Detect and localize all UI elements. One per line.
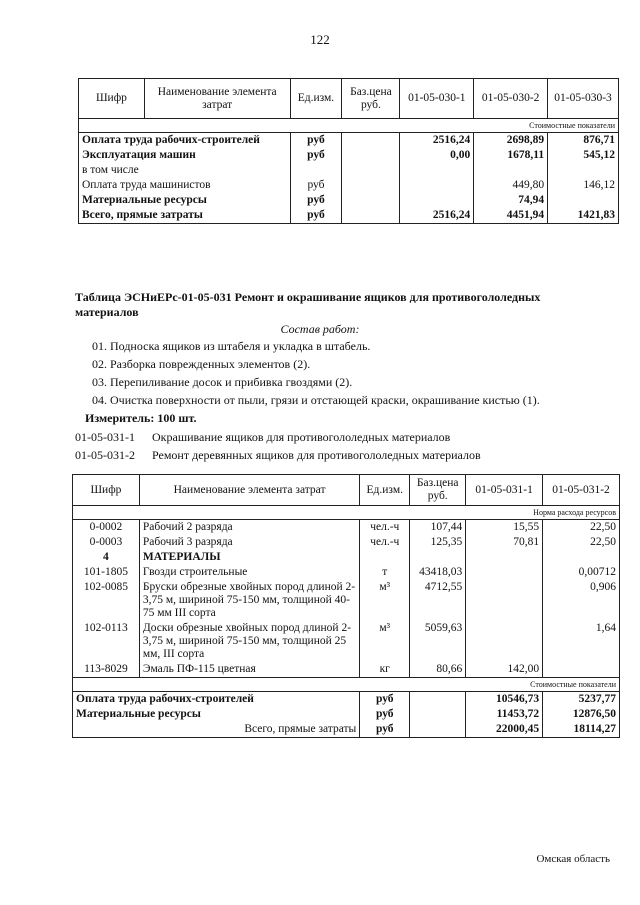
header-code: Шифр [73, 475, 140, 506]
resource-table-031 [72, 474, 620, 738]
table-row: Материальные ресурсы руб 74,94 [79, 193, 619, 208]
norm-text: Окрашивание ящиков для противогололедных материалов [152, 430, 451, 444]
work-item: 02. Разборка поврежденных элементов (2). [92, 357, 311, 371]
section-title: Таблица ЭСНиЕРс-01-05-031 Ремонт и окрашивание ящиков для противогололедных материалов [75, 290, 541, 319]
table-row: 102-0113 Доски обрезные хвойных пород длиной 2-3,75 м, шириной 75-150 мм, толщиной 25 мм, III сорта м³ 5059,63 1,64 [73, 621, 620, 662]
work-item: 01. Подноска ящиков из штабеля и укладка в штабель. [92, 339, 371, 353]
footer-region: Омская область [536, 853, 610, 865]
table-row: в том числе [79, 163, 619, 178]
measure-unit: Измеритель: 100 шт. [85, 411, 197, 425]
header-col1: 01-05-031-1 [466, 475, 543, 506]
table-row: Материальные ресурсы руб 11453,72 12876,50 [73, 707, 620, 722]
header-col2: 01-05-030-2 [474, 79, 548, 119]
table-row: 101-1805 Гвозди строительные т 43418,03 0,00712 [73, 565, 620, 580]
table-row: 102-0085 Бруски обрезные хвойных пород длиной 2-3,75 м, шириной 75-150 мм, толщиной 40-75 мм III сорта м³ 4712,55 0,906 [73, 580, 620, 621]
table-row: 0-0002 Рабочий 2 разряда чел.-ч 107,44 15,55 22,50 [73, 520, 620, 536]
header-code: Шифр [79, 79, 145, 119]
header-price: Баз.цена руб. [410, 475, 466, 506]
subheader: Стоимостные показатели [79, 119, 619, 133]
header-unit: Ед.изм. [360, 475, 410, 506]
norm-text: Ремонт деревянных ящиков для противогололедных материалов [152, 448, 481, 462]
norm-code: 01-05-031-1 [75, 430, 135, 444]
table-row: 113-8029 Эмаль ПФ-115 цветная кг 80,66 142,00 [73, 662, 620, 678]
table-row: Оплата труда рабочих-строителей руб 2516,24 2698,89 876,71 [79, 133, 619, 149]
work-item: 03. Перепиливание досок и прибивка гвоздями (2). [92, 375, 353, 389]
header-col2: 01-05-031-2 [543, 475, 620, 506]
table-row: Оплата труда рабочих-строителей руб 10546,73 5237,77 [73, 692, 620, 708]
table-row: Эксплуатация машин руб 0,00 1678,11 545,12 [79, 148, 619, 163]
header-col3: 01-05-030-3 [548, 79, 619, 119]
header-price: Баз.цена руб. [342, 79, 400, 119]
subheader: Норма расхода ресурсов [73, 506, 620, 520]
norm-code: 01-05-031-2 [75, 448, 135, 462]
table-row: Оплата труда машинистов руб 449,80 146,12 [79, 178, 619, 193]
header-unit: Ед.изм. [290, 79, 342, 119]
table-row: Всего, прямые затраты руб 2516,24 4451,94 1421,83 [79, 208, 619, 224]
work-item: 04. Очистка поверхности от пыли, грязи и отстающей краски, окрашивание кистью (1). [92, 393, 540, 407]
header-name: Наименование элемента затрат [139, 475, 359, 506]
header-name: Наименование элемента затрат [144, 79, 290, 119]
page-number: 122 [310, 32, 330, 47]
work-composition-label: Состав работ: [280, 322, 360, 336]
header-col1: 01-05-030-1 [400, 79, 474, 119]
subheader: Стоимостные показатели [73, 678, 620, 692]
cost-table-030 [78, 78, 619, 224]
table-row: Всего, прямые затраты руб 22000,45 18114,27 [73, 722, 620, 738]
table-row: 4 МАТЕРИАЛЫ [73, 550, 620, 565]
table-row: 0-0003 Рабочий 3 разряда чел.-ч 125,35 70,81 22,50 [73, 535, 620, 550]
